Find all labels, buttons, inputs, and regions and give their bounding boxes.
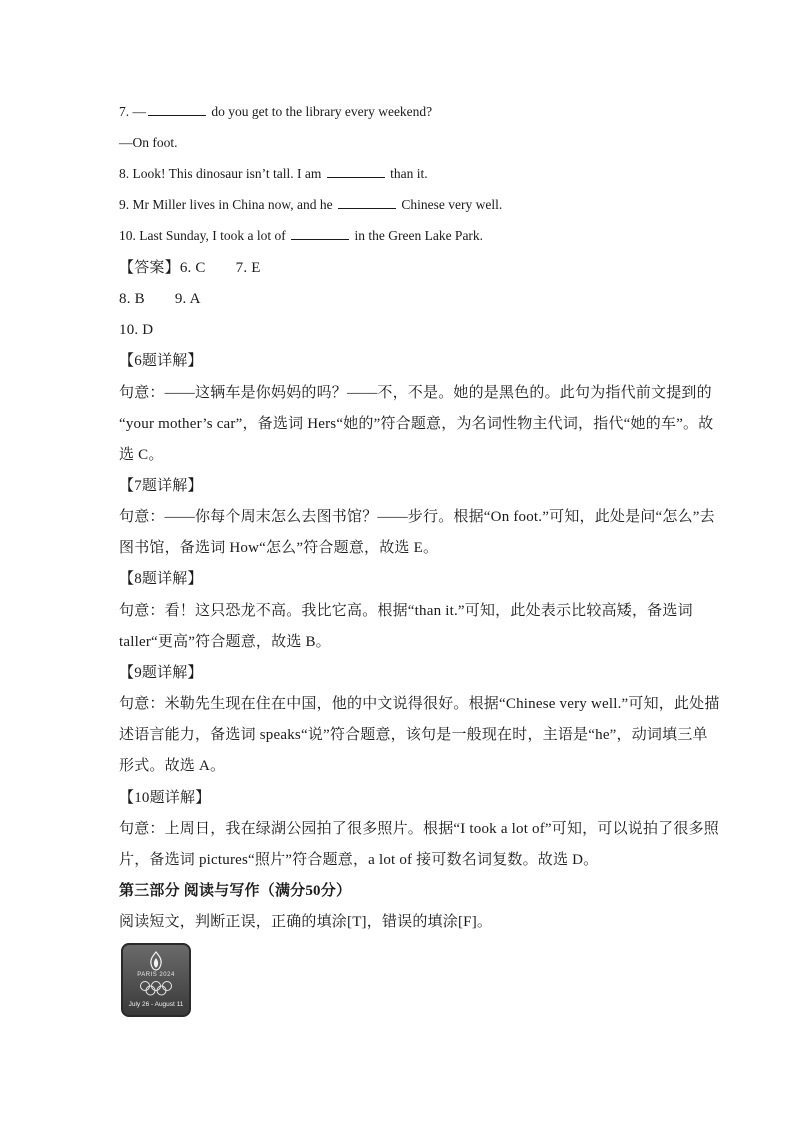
question-9-prefix: 9. Mr Miller lives in China now, and he <box>119 197 333 212</box>
answer-blank <box>291 227 349 240</box>
answer-9: 9. A <box>174 291 201 307</box>
question-7-reply: —On foot. <box>119 135 178 150</box>
explanation-6-line: 选 C。 <box>119 447 164 463</box>
question-10-text: in the Green Lake Park. <box>354 228 484 243</box>
answer-blank <box>327 165 385 178</box>
paris-2024-logo <box>121 943 191 1017</box>
answer-label: 【答案】 <box>119 260 180 276</box>
explanation-7-line: 句意：——你每个周末怎么去图书馆？——步行。根据“On foot.”可知，此处是问“怎么”去 <box>119 509 715 525</box>
question-7-text: do you get to the library every weekend? <box>211 104 433 119</box>
explanation-9-heading: 【9题详解】 <box>119 665 203 681</box>
explanation-9-line: 形式。故选 A。 <box>119 758 226 774</box>
question-9-text: Chinese very well. <box>401 197 503 212</box>
question-8-text: than it. <box>390 166 428 181</box>
answer-blank <box>338 196 396 209</box>
logo-dates: July 26 - August 11 <box>128 1001 184 1008</box>
question-9 <box>119 195 502 215</box>
explanation-8-line: taller“更高”符合题意，故选 B。 <box>119 634 331 650</box>
explanation-6-line: “your mother’s car”，备选词 Hers“她的”符合题意，为名词性物主代词，指代“她的车”。故 <box>119 416 714 432</box>
question-7-prefix: 7. — <box>119 104 146 119</box>
section-instruction: 阅读短文，判断正误，正确的填涂[T]，错误的填涂[F]。 <box>119 914 493 930</box>
question-7 <box>119 102 432 122</box>
explanation-6-line: 句意：——这辆车是你妈妈的吗？——不，不是。她的是黑色的。此句为指代前文提到的 <box>119 385 712 401</box>
answer-blank <box>148 103 206 116</box>
answer-10: 10. D <box>119 322 154 338</box>
question-10-prefix: 10. Last Sunday, I took a lot of <box>119 228 286 243</box>
answer-line-1 <box>119 258 261 278</box>
logo-text: PARIS 2024 <box>137 972 175 978</box>
explanation-7-line: 图书馆，备选词 How“怎么”符合题意，故选 E。 <box>119 540 439 556</box>
explanation-8-heading: 【8题详解】 <box>119 571 203 587</box>
answer-8: 8. B <box>119 291 145 307</box>
flame-icon <box>149 951 163 971</box>
explanation-8-line: 句意：看！这只恐龙不高。我比它高。根据“than it.”可知，此处表示比较高矮，备选词 <box>119 603 693 619</box>
explanation-9-line: 句意：米勒先生现在住在中国，他的中文说得很好。根据“Chinese very well.”可知，此处描 <box>119 696 720 712</box>
answer-6: 6. C <box>179 260 206 276</box>
explanation-9-line: 述语言能力，备选词 speaks“说”符合题意，该句是一般现在时，主语是“he”，动词填三单 <box>119 727 708 743</box>
answer-line-2 <box>119 289 201 309</box>
explanation-10-heading: 【10题详解】 <box>119 790 211 806</box>
explanation-10-line: 句意：上周日，我在绿湖公园拍了很多照片。根据“I took a lot of”可知，可以说拍了很多照 <box>119 821 719 837</box>
question-8 <box>119 164 428 184</box>
question-8-prefix: 8. Look! This dinosaur isn’t tall. I am <box>119 166 322 181</box>
answer-7: 7. E <box>235 260 261 276</box>
explanation-7-heading: 【7题详解】 <box>119 478 203 494</box>
olympic-rings-icon <box>139 980 173 996</box>
explanation-6-heading: 【6题详解】 <box>119 353 203 369</box>
question-10 <box>119 226 483 246</box>
explanation-10-line: 片，备选词 pictures“照片”符合题意，a lot of 接可数名词复数。故选 D。 <box>119 852 599 868</box>
section-title: 第三部分 阅读与写作（满分50分） <box>119 883 352 899</box>
